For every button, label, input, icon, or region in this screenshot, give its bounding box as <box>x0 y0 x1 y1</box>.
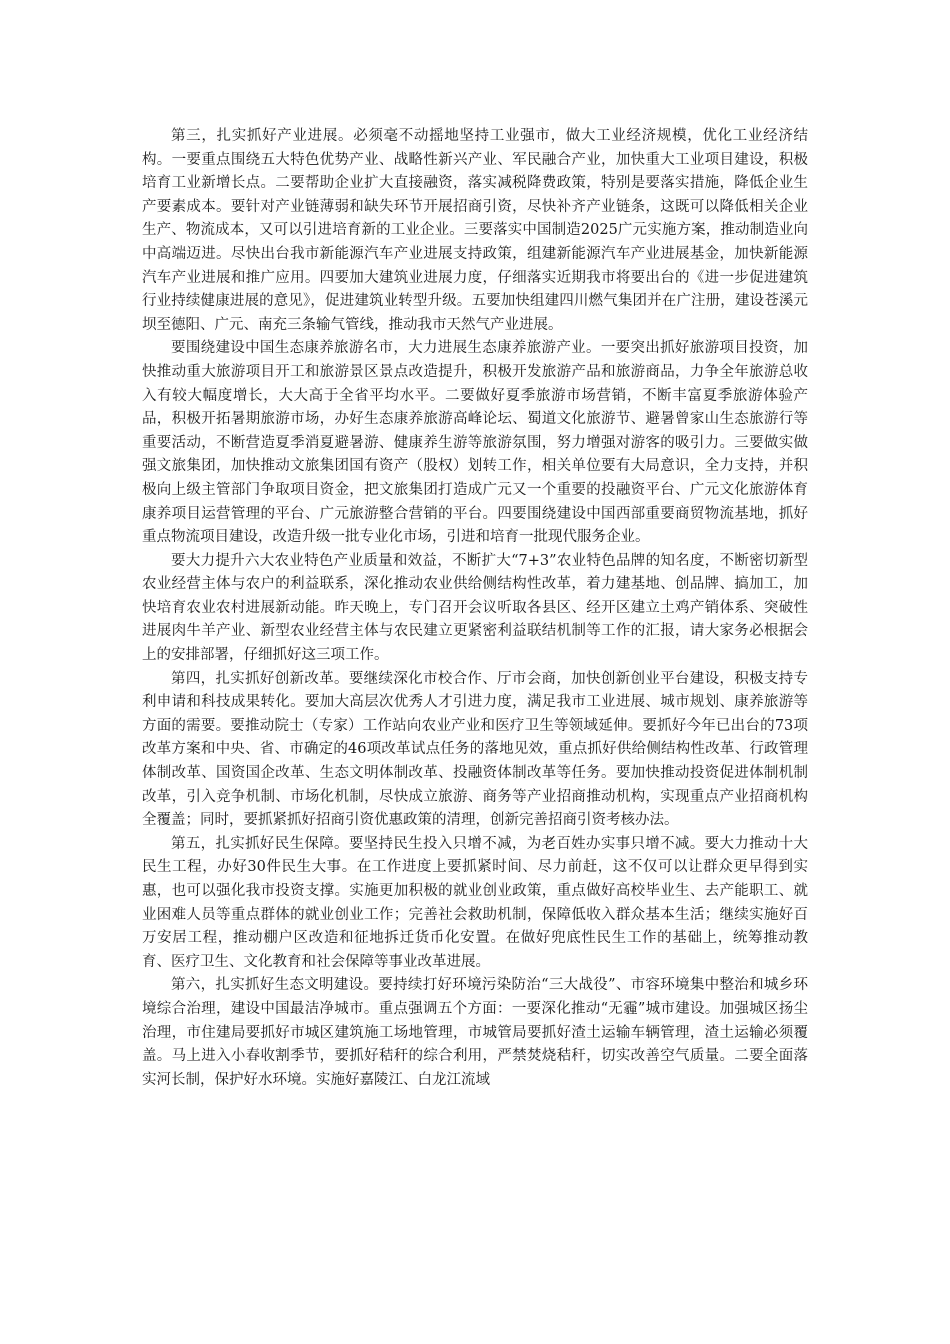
document-body <box>142 125 808 1092</box>
paragraph-ecology: 第六，扎实抓好生态文明建设。要持续打好环境污染防治“三大战役”、市容环境集中整治和城乡环境综合治理，建设中国最洁净城市。重点强调五个方面：一要深化推动“无霾”城市建设。加强城区扬尘治理，市住建局要抓好市城区建筑施工场地管理，市城管局要抓好渣土运输车辆管理，渣土运输必须覆盖。马上进入小春收割季节，要抓好秸秆的综合利用，严禁焚烧秸秆，切实改善空气质量。二要全面落实河长制，保护好水环境。实施好嘉陵江、白龙江流域 <box>142 977 808 1088</box>
paragraph-industry: 第三，扎实抓好产业进展。必须毫不动摇地坚持工业强市，做大工业经济规模，优化工业经济结构。一要重点围绕五大特色优势产业、战略性新兴产业、军民融合产业，加快重大工业项目建设，积极培育工业新增长点。二要帮助企业扩大直接融资，落实减税降费政策，特别是要落实措施，降低企业生产要素成本。要针对产业链薄弱和缺失环节开展招商引资，尽快补齐产业链条，这既可以降低相关企业生产、物流成本，又可以引进培育新的工业企业。三要落实中国制造2025广元实施方案，推动制造业向中高端迈进。尽快出台我市新能源汽车产业进展支持政策，组建新能源汽车产业进展基金，加快新能源汽车产业进展和推广应用。四要加大建筑业进展力度，仔细落实近期我市将要出台的《进一步促进建筑行业持续健康进展的意见》，促进建筑业转型升级。五要加快组建四川燃气集团并在广注册，建设苍溪元坝至德阳、广元、南充三条输气管线，推动我市天然气产业进展。 <box>142 128 808 333</box>
paragraph-livelihood: 第五，扎实抓好民生保障。要坚持民生投入只增不减，为老百姓办实事只增不减。要大力推动十大民生工程，办好30件民生大事。在工作进度上要抓紧时间、尽力前赶，这不仅可以让群众更早得到实惠，也可以强化我市投资支撑。实施更加积极的就业创业政策，重点做好高校毕业生、去产能职工、就业困难人员等重点群体的就业创业工作；完善社会救助机制，保障低收入群众基本生活；继续实施好百万安居工程，推动棚户区改造和征地拆迁货币化安置。在做好兜底性民生工作的基础上，统筹推动教育、医疗卫生、文化教育和社会保障等事业改革进展。 <box>142 835 808 970</box>
paragraph-tourism: 要围绕建设中国生态康养旅游名市，大力进展生态康养旅游产业。一要突出抓好旅游项目投资，加快推动重大旅游项目开工和旅游景区景点改造提升，积极开发旅游产品和旅游商品，力争全年旅游总收入有较大幅度增长，大大高于全省平均水平。二要做好夏季旅游市场营销，不断丰富夏季旅游体验产品，积极开拓暑期旅游市场，办好生态康养旅游高峰论坛、蜀道文化旅游节、避暑曾家山生态旅游行等重要活动，不断营造夏季消夏避暑游、健康养生游等旅游氛围，努力增强对游客的吸引力。三要做实做强文旅集团，加快推动文旅集团国有资产（股权）划转工作，相关单位要有大局意识，全力支持，并积极向上级主管部门争取项目资金，把文旅集团打造成广元又一个重要的投融资平台、广元文化旅游体育康养项目运营管理的平台、广元旅游整合营销的平台。四要围绕建设中国西部重要商贸物流基地，抓好重点物流项目建设，改造升级一批专业化市场，引进和培育一批现代服务企业。 <box>142 340 808 546</box>
paragraph-innovation-reform: 第四，扎实抓好创新改革。要继续深化市校合作、厅市会商，加快创新创业平台建设，积极支持专利申请和科技成果转化。要加大高层次优秀人才引进力度，满足我市工业进展、城市规划、康养旅游等方面的需要。要推动院士（专家）工作站向农业产业和医疗卫生等领域延伸。要抓好今年已出台的73项改革方案和中央、省、市确定的46项改革试点任务的落地见效，重点抓好供给侧结构性改革、行政管理体制改革、国资国企改革、生态文明体制改革、投融资体制改革等任务。要加快推动投资促进体制机制改革，引入竞争机制、市场化机制，尽快成立旅游、商务等产业招商推动机构，实现重点产业招商机构全覆盖；同时，要抓紧抓好招商引资优惠政策的清理，创新完善招商引资考核办法。 <box>142 670 808 829</box>
paragraph-agriculture: 要大力提升六大农业特色产业质量和效益，不断扩大“7+3”农业特色品牌的知名度，不断密切新型农业经营主体与农户的利益联系，深化推动农业供给侧结构性改革，着力建基地、创品牌、搞加工，加快培育农业农村进展新动能。昨天晚上，专门召开会议听取各县区、经开区建立土鸡产销体系、突破性进展肉牛羊产业、新型农业经营主体与农民建立更紧密利益联结机制等工作的汇报，请大家务必根据会上的安排部署，仔细抓好这三项工作。 <box>142 552 808 664</box>
